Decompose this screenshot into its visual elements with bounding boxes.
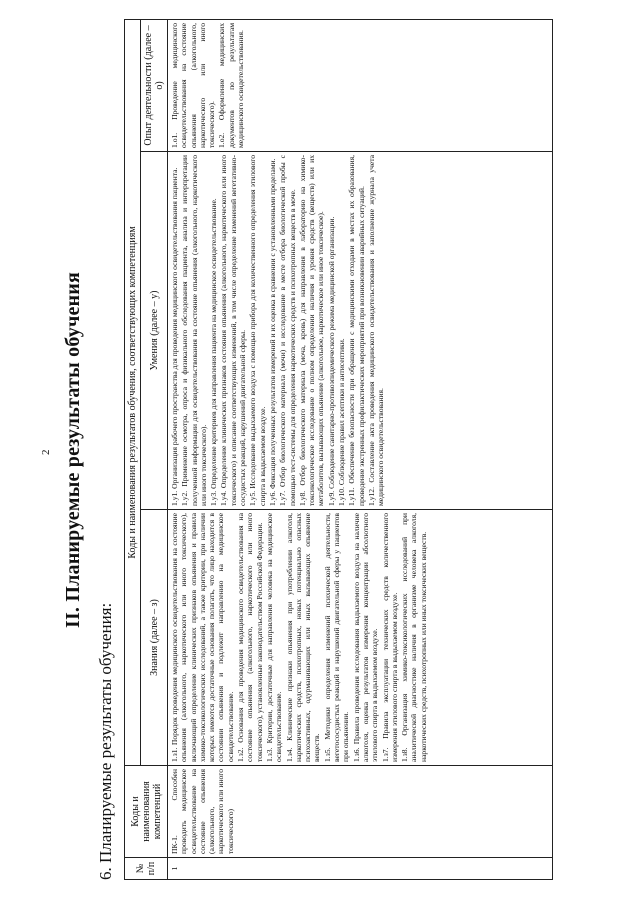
competence-cell: ПК-1. Способен проводить медицинское освидетельствование на состояние опьянения (алкогольного, наркотического или иного токсического)	[168, 766, 553, 858]
header-experience: Опыт деятельности (далее – о)	[141, 20, 168, 152]
knowledge-item: 1.з6. Правила проведения исследования выдыхаемого воздуха на наличие алкоголя, оценка результатов измерения концентрации абсолютного этилового спирта в выдыхаемом воздухе.	[351, 513, 380, 762]
header-knowledge: Знания (далее – з)	[141, 510, 168, 766]
skill-item: 1.у11. Обеспечение безопасности при обращении с медицинскими отходами в местах их образования, проведение экстренных профилактических мероприятий при возникновении аварийных ситуаций.	[347, 155, 366, 506]
header-codes: Коды и наименования компетенций	[125, 766, 168, 858]
skill-item: 1.у10. Соблюдение правил асептики и антисептики.	[337, 338, 347, 506]
header-num: № п/п	[125, 858, 168, 880]
header-results-group: Коды и наименования результатов обучения, соответствующих компетенциям	[125, 20, 141, 766]
experience-cell	[168, 20, 553, 152]
knowledge-item: 1.з2. Основания для проведения медицинского освидетельствования на состояние опьянения (алкогольного, наркотического или иного токсического), установленные законодательством Российской Федерации.	[236, 513, 264, 762]
table-row	[168, 20, 553, 880]
learning-results-table	[124, 19, 553, 880]
skills-cell	[168, 152, 553, 510]
rotated-landscape-sheet	[40, 20, 590, 880]
row-number: 1	[168, 858, 553, 880]
skill-item: 1.у1. Организация рабочего пространства для проведения медицинского освидетельствования пациента.	[170, 167, 179, 506]
skill-item: 1.у3. Определение критериев для направления пациента на медицинское освидетельствование.	[209, 198, 219, 506]
skill-item: 1.у6. Фиксация полученных результатов измерений и их оценка в сравнении с установленными пределами.	[267, 158, 277, 506]
knowledge-item: 1.з3. Критерии, достаточные для направления человека на медицинское освидетельствование.	[264, 513, 284, 762]
skill-item: 1.у2. Применение осмотра, опроса и физикального обследования пациента, анализа и интерпретации полученной информации для освидетельствования на состояние опьянения (алкогольного, наркотического или иного токсического).	[180, 155, 208, 506]
knowledge-item: 1.з4. Клинические признаки опьянения при употреблении алкоголя, наркотических средств, психотропных, новых потенциально опасных психоактивных, одурманивающих или иных вызывающих опьянение веществ.	[284, 513, 322, 762]
knowledge-item: 1.з8. Организация химико-токсикологических исследований при аналитической диагностике наличия в организме человека алкоголя, наркотических средств, психотропных или иных токсических веществ.	[400, 513, 428, 762]
skill-item: 1.у7. Отбор биологического материала (мочи) и исследование в месте отбора биологической пробы с помощью тест-системы для определения наркотических средств и психотропных веществ в моче.	[278, 155, 297, 506]
knowledge-item: 1.з1. Порядок проведения медицинского освидетельствования на состояние опьянения (алкогольного, наркотического или иного токсического), включающий определение клинических признаков опьянения и правила химико-токсикологических исследований, а также критерии, при наличии которых имеются достаточные основания полагать, что лицо находится в состоянии опьянения и подлежит направлению на медицинское освидетельствование.	[170, 513, 235, 762]
skill-item: 1.у8. Отбор биологического материала (моча, кровь) для направления в лабораторию на химико-токсикологическое исследование о полном определении наличия и уровня средств (веществ) или их метаболитов, вызывающих опьянение (алкогольное, наркотическое или иное токсическое).	[297, 155, 326, 506]
experience-item: 1.о2. Оформление медицинских документов по результатам медицинского освидетельствования.	[217, 23, 246, 148]
skill-item: 1.у12. Составление акта проведения медицинского освидетельствования и заполнение журнала учета медицинского освидетельствования.	[366, 155, 386, 506]
experience-item: 1.о1. Проведение медицинского освидетельствования на состояние опьянения (алкогольного, наркотического или иного токсического).	[170, 23, 217, 148]
page-number: 2	[40, 449, 52, 455]
knowledge-item: 1.з5. Методики определения изменений психической деятельности, вегетососудистых реакций и нарушений двигательной сферы у пациентов при опьянении.	[322, 513, 351, 762]
knowledge-cell	[168, 510, 553, 766]
section-title: 6. Планируемые результаты обучения:	[96, 602, 115, 880]
skill-item: 1.у5. Исследование выдыхаемого воздуха с помощью прибора для количественного определения этилового спирта в выдыхаемом воздухе.	[248, 155, 267, 506]
knowledge-item: 1.з7. Правила эксплуатации технических средств количественного измерения этилового спирта в выдыхаемом воздухе.	[380, 513, 399, 762]
header-skills: Умения (далее – у)	[141, 152, 168, 510]
skill-item: 1.у4. Определение клинических признаков состояния опьянения (алкогольного, наркотического или иного токсического) и описание соответствующих изменений, в том числе определение изменений вегетативно-сосудистых реакций, нарушений двигательной сферы.	[219, 155, 248, 506]
skill-item: 1.у9. Соблюдение санитарно-противоэпидемического режима медицинской организации.	[326, 216, 336, 506]
page-title: II. Планируемые результаты обучения	[62, 271, 84, 629]
